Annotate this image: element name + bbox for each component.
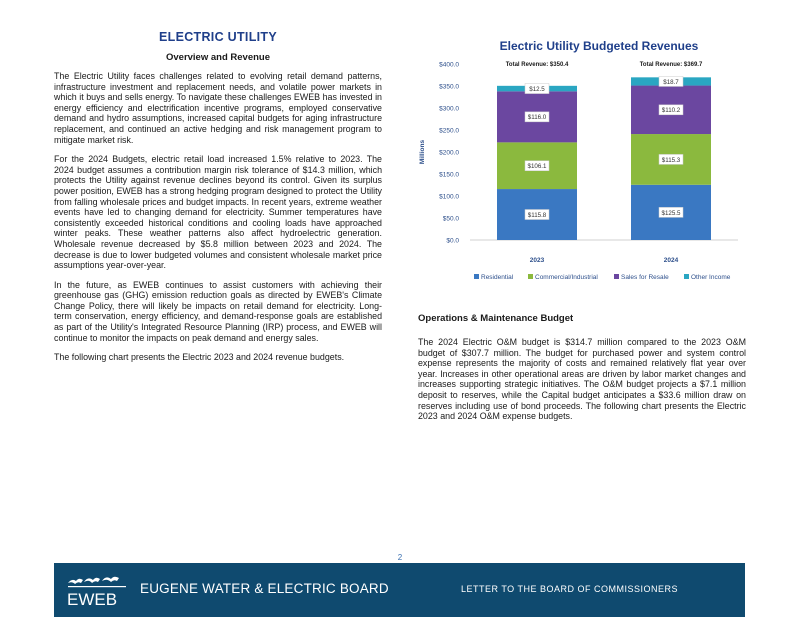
legend-label: Commercial/Industrial: [535, 274, 598, 281]
y-tick-label: $350.0: [439, 83, 459, 91]
y-axis-label: Millions: [419, 139, 426, 165]
total-label: Total Revenue: $350.4: [505, 62, 569, 68]
paragraph-future: In the future, as EWEB continues to assist customers with achieving their greenhouse gas (GHG) emission reduction goals as directed by EWEB's Climate Change Policy, there will likely be impacts on retail demand for electricity. Long-term conservation, energy efficiency, and demand-response goals are established as part of the Utility's Integrated Resource Planning (IRP) process, and EWEB will continue to monitor the impacts on peak demand and energy sales.: [54, 279, 382, 343]
x-tick-label: 2024: [663, 257, 679, 264]
logo-mark: [68, 577, 126, 587]
chart-title: Electric Utility Budgeted Revenues: [499, 39, 699, 53]
letter-title: LETTER TO THE BOARD OF COMMISSIONERS: [461, 584, 679, 594]
y-tick-label: $200.0: [439, 149, 459, 157]
total-label: Total Revenue: $369.7: [639, 62, 703, 68]
x-tick-label: 2023: [529, 257, 545, 264]
legend-label: Sales for Resale: [621, 274, 669, 281]
paragraph-challenges: The Electric Utility faces challenges related to evolving retail demand patterns, infrastructure investment and replacement needs, and volatile power markets in which it buys and sells energy. To navigate these challenges EWEB has invested in energy efficiency and electrification incentive programs, employed conservative demand and hydro assumptions, increased capital budgets for aging infrastructure replacement, and continued an active hedging and risk management program to mitigate market risk.: [54, 71, 382, 145]
legend-swatch: [528, 274, 533, 279]
paragraph-2024-budgets: For the 2024 Budgets, electric retail load increased 1.5% relative to 2023. The 2024 budget assumes a contribution margin risk tolerance of $14.3 million, which protects the Utility against revenue declines beyond its control. Given its surplus power position, EWEB has a strong hedging program designed to protect the Utility from falling wholesale prices and budget impacts. In recent years, extreme weather events have led to changing demand for electricity. Summer temperatures have consistently exceeded historical conditions and cooling loads have approached winter peaks. These weather patterns also affect hydroelectric generation. Wholesale revenue decreased by $5.8 million between 2023 and 2024. The decrease is due to lower budgeted volumes and consistent wholesale market price assumptions year-over-year.: [54, 154, 382, 271]
om-budget-paragraph: The 2024 Electric O&M budget is $314.7 million compared to the 2023 O&M budget of $307.7 million. The budget for purchased power and system control expense represents the majority of costs and remained relatively flat year over year. Increases in other operational areas are driven by labor market changes and increases supporting strategic initiatives. The O&M budget projects a $7.1 million deposit to reserves, while the Capital budget anticipates a $33.6 million draw on reserves including use of bond proceeds. The following chart presents the Electric 2023 and 2024 O&M expense budgets.: [418, 337, 746, 422]
revenue-chart-svg: [408, 34, 748, 294]
data-label: $115.8: [527, 211, 547, 219]
y-tick-label: $250.0: [439, 127, 459, 135]
data-label: $110.2: [661, 107, 681, 115]
y-tick-label: $150.0: [439, 171, 459, 179]
y-tick-label: $400.0: [439, 61, 459, 69]
data-label: $115.3: [661, 156, 681, 164]
organization-name: EUGENE WATER & ELECTRIC BOARD: [140, 581, 389, 596]
om-budget-heading: Operations & Maintenance Budget: [418, 313, 574, 324]
page-number: 2: [397, 553, 403, 562]
data-label: $125.5: [661, 209, 681, 217]
revenue-chart: [408, 34, 748, 294]
y-tick-label: $300.0: [439, 105, 459, 113]
data-label: $106.1: [527, 163, 547, 171]
data-label: $12.5: [529, 85, 545, 93]
logo-text: EWEB: [67, 590, 118, 609]
legend-label: Residential: [481, 274, 514, 281]
legend-swatch: [684, 274, 689, 279]
legend-swatch: [614, 274, 619, 279]
data-label: $116.0: [527, 114, 547, 122]
right-column: [418, 313, 746, 431]
legend-label: Other Income: [691, 274, 731, 281]
paragraph-chart-intro: The following chart presents the Electric 2023 and 2024 revenue budgets.: [54, 352, 345, 363]
y-tick-label: $0.0: [446, 237, 459, 245]
data-label: $18.7: [663, 78, 679, 86]
section-title: ELECTRIC UTILITY: [159, 30, 277, 44]
y-tick-label: $50.0: [442, 215, 459, 223]
left-column: [54, 30, 382, 372]
eweb-logo: [66, 570, 128, 610]
y-tick-label: $100.0: [439, 193, 459, 201]
section-subtitle: Overview and Revenue: [165, 52, 271, 63]
footer-bar: [54, 563, 745, 617]
legend-swatch: [474, 274, 479, 279]
